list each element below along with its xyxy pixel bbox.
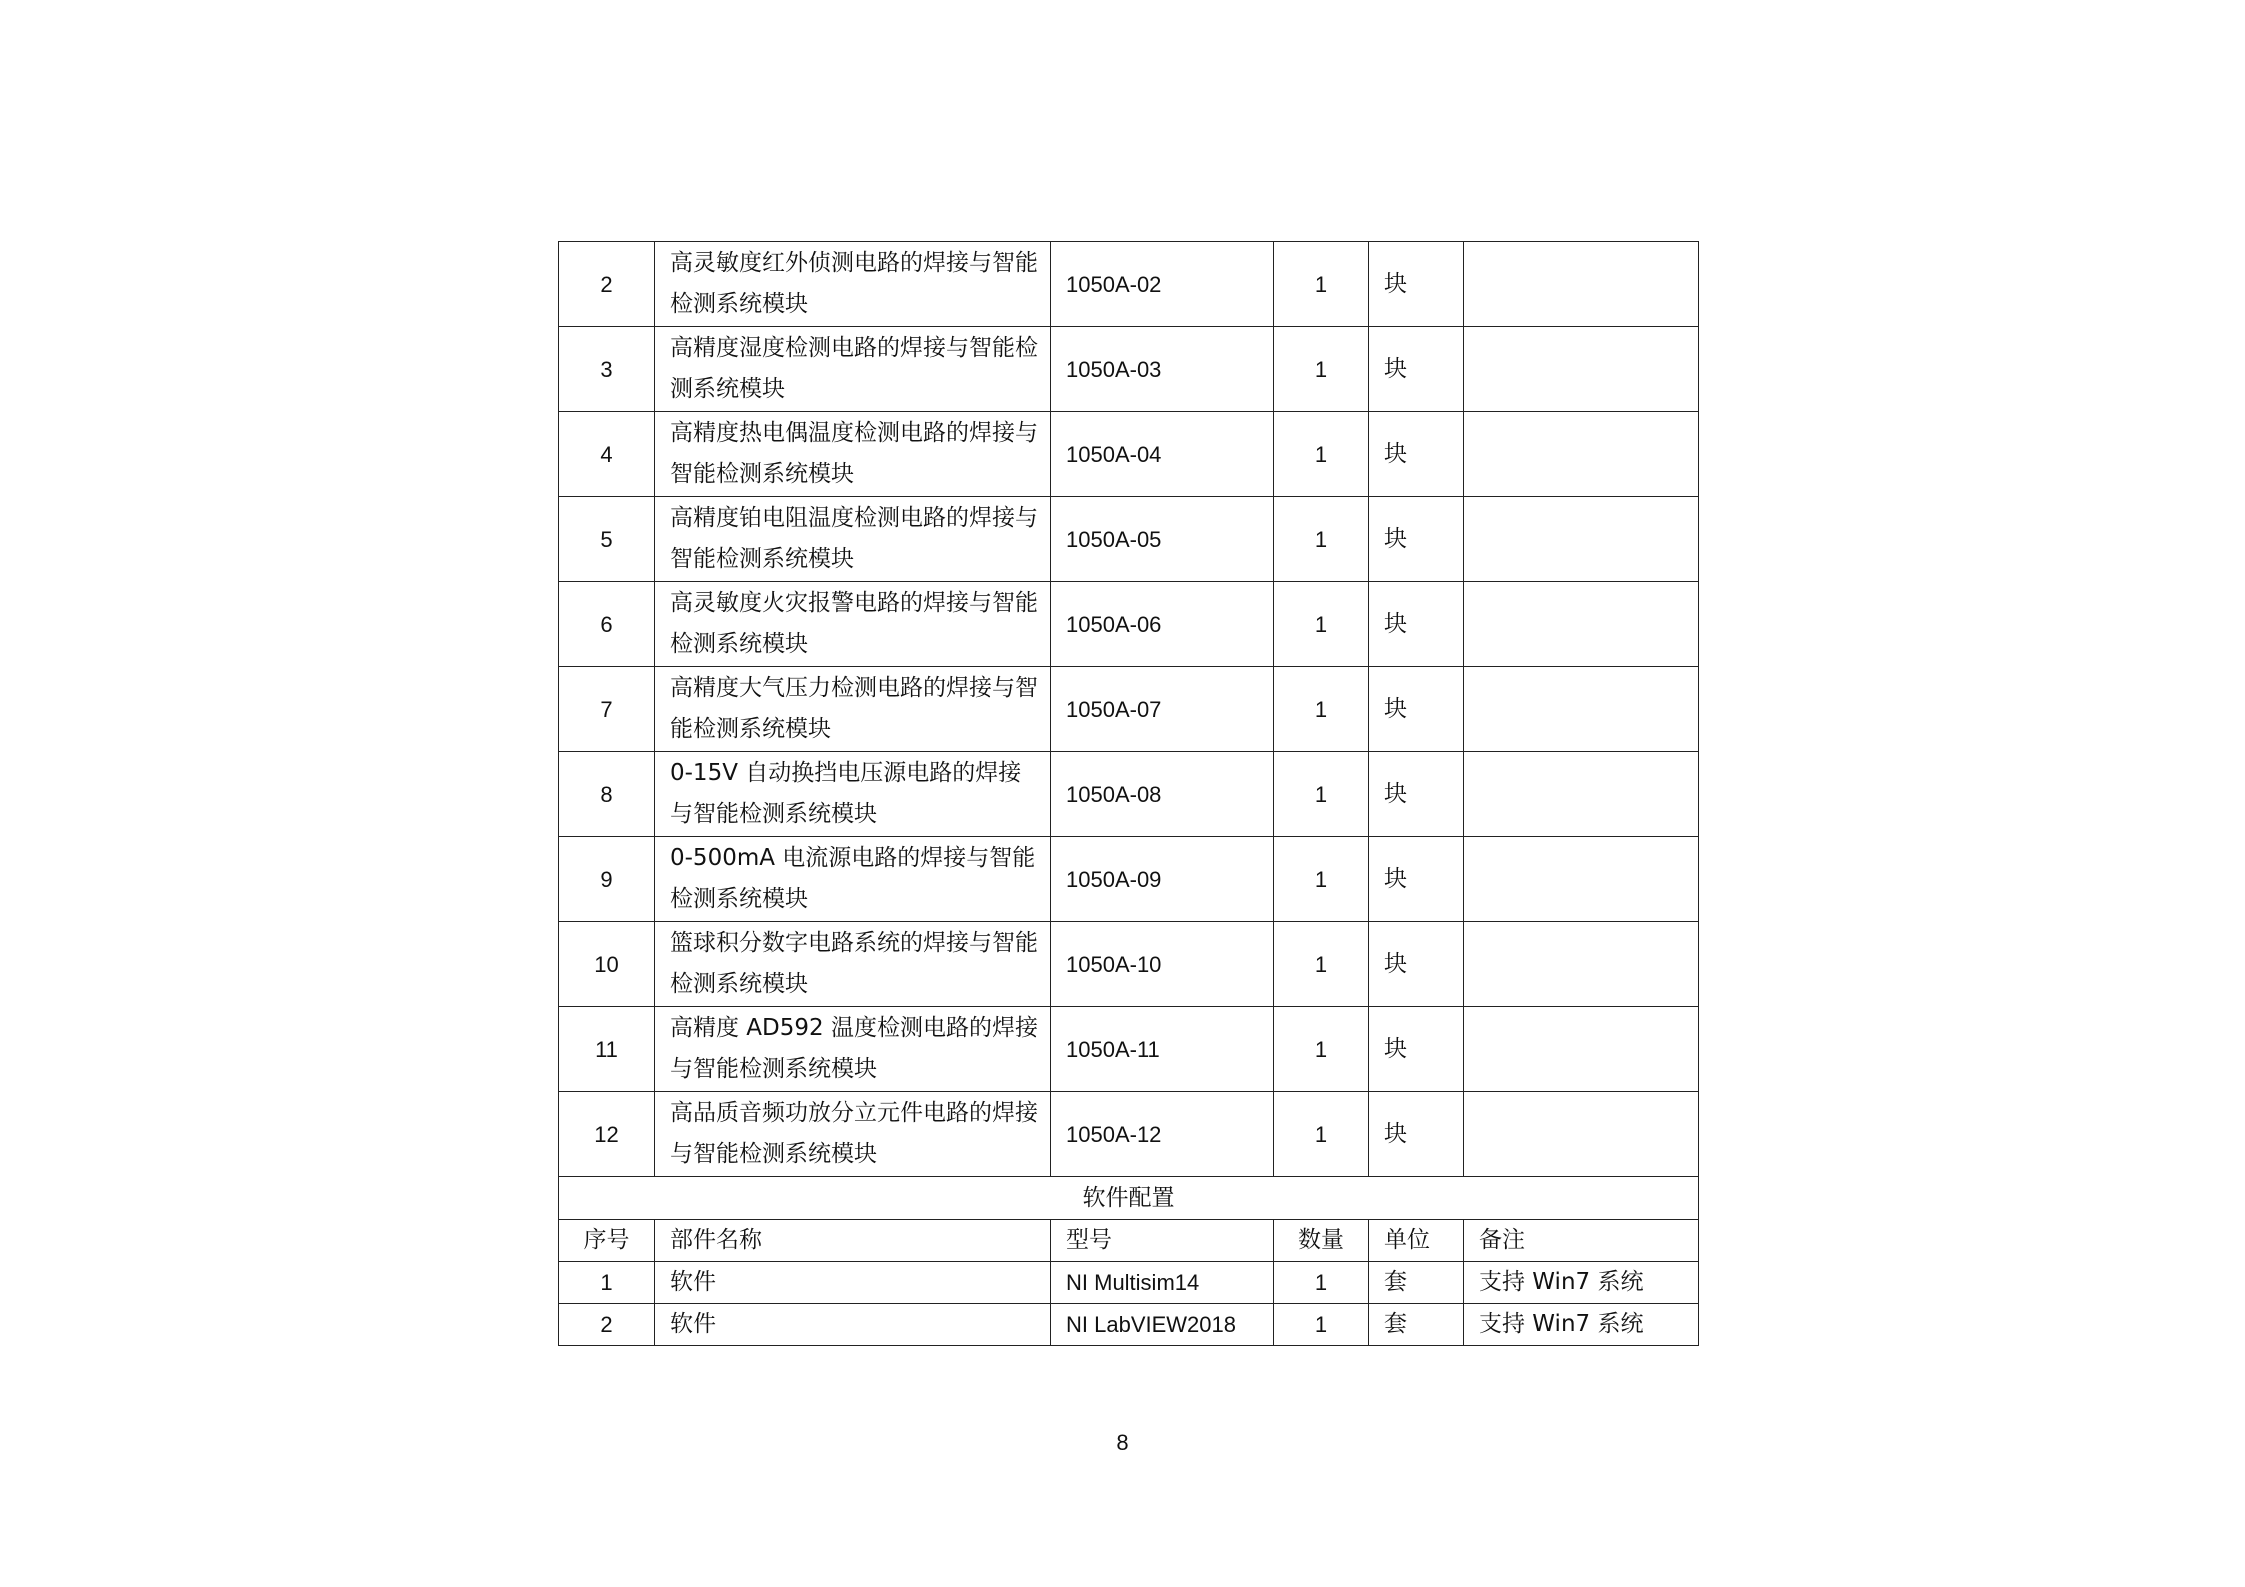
quantity: 1 bbox=[1274, 1304, 1369, 1346]
quantity: 1 bbox=[1274, 497, 1369, 582]
part-name: 高精度 AD592 温度检测电路的焊接与智能检测系统模块 bbox=[655, 1007, 1051, 1092]
unit: 套 bbox=[1369, 1262, 1464, 1304]
model-number: 1050A-11 bbox=[1051, 1007, 1274, 1092]
note bbox=[1464, 242, 1699, 327]
note bbox=[1464, 1092, 1699, 1177]
row-number: 5 bbox=[559, 497, 655, 582]
model-number: 1050A-03 bbox=[1051, 327, 1274, 412]
model-number: NI LabVIEW2018 bbox=[1051, 1304, 1274, 1346]
part-name: 软件 bbox=[655, 1304, 1051, 1346]
unit: 块 bbox=[1369, 837, 1464, 922]
note bbox=[1464, 837, 1699, 922]
unit: 块 bbox=[1369, 1092, 1464, 1177]
software-section-title: 软件配置 bbox=[559, 1177, 1699, 1220]
unit: 块 bbox=[1369, 1007, 1464, 1092]
quantity: 1 bbox=[1274, 922, 1369, 1007]
row-number: 3 bbox=[559, 327, 655, 412]
column-header-row bbox=[559, 1220, 1699, 1262]
part-name: 软件 bbox=[655, 1262, 1051, 1304]
unit: 块 bbox=[1369, 242, 1464, 327]
note bbox=[1464, 412, 1699, 497]
row-number: 6 bbox=[559, 582, 655, 667]
row-number: 1 bbox=[559, 1262, 655, 1304]
note bbox=[1464, 667, 1699, 752]
unit: 套 bbox=[1369, 1304, 1464, 1346]
row-number: 12 bbox=[559, 1092, 655, 1177]
part-name: 高精度湿度检测电路的焊接与智能检测系统模块 bbox=[655, 327, 1051, 412]
unit: 块 bbox=[1369, 922, 1464, 1007]
table-row bbox=[559, 752, 1699, 837]
model-number: 1050A-10 bbox=[1051, 922, 1274, 1007]
header-part-name: 部件名称 bbox=[655, 1220, 1051, 1262]
row-number: 7 bbox=[559, 667, 655, 752]
quantity: 1 bbox=[1274, 327, 1369, 412]
table-row bbox=[559, 922, 1699, 1007]
model-number: 1050A-04 bbox=[1051, 412, 1274, 497]
table-row bbox=[559, 1092, 1699, 1177]
header-unit: 单位 bbox=[1369, 1220, 1464, 1262]
quantity: 1 bbox=[1274, 752, 1369, 837]
part-name: 0-500mA 电流源电路的焊接与智能检测系统模块 bbox=[655, 837, 1051, 922]
header-note: 备注 bbox=[1464, 1220, 1699, 1262]
part-name: 高精度铂电阻温度检测电路的焊接与智能检测系统模块 bbox=[655, 497, 1051, 582]
quantity: 1 bbox=[1274, 1092, 1369, 1177]
note bbox=[1464, 497, 1699, 582]
row-number: 8 bbox=[559, 752, 655, 837]
part-name: 高精度热电偶温度检测电路的焊接与智能检测系统模块 bbox=[655, 412, 1051, 497]
table-row bbox=[559, 1007, 1699, 1092]
part-name: 0-15V 自动换挡电压源电路的焊接与智能检测系统模块 bbox=[655, 752, 1051, 837]
table-row bbox=[559, 667, 1699, 752]
part-name: 篮球积分数字电路系统的焊接与智能检测系统模块 bbox=[655, 922, 1051, 1007]
quantity: 1 bbox=[1274, 412, 1369, 497]
table-row bbox=[559, 327, 1699, 412]
quantity: 1 bbox=[1274, 582, 1369, 667]
note bbox=[1464, 752, 1699, 837]
model-number: 1050A-12 bbox=[1051, 1092, 1274, 1177]
part-name: 高精度大气压力检测电路的焊接与智能检测系统模块 bbox=[655, 667, 1051, 752]
row-number: 11 bbox=[559, 1007, 655, 1092]
unit: 块 bbox=[1369, 752, 1464, 837]
header-number: 序号 bbox=[559, 1220, 655, 1262]
section-header-row bbox=[559, 1177, 1699, 1220]
model-number: 1050A-08 bbox=[1051, 752, 1274, 837]
quantity: 1 bbox=[1274, 1007, 1369, 1092]
unit: 块 bbox=[1369, 497, 1464, 582]
note bbox=[1464, 1007, 1699, 1092]
unit: 块 bbox=[1369, 582, 1464, 667]
model-number: 1050A-09 bbox=[1051, 837, 1274, 922]
note bbox=[1464, 922, 1699, 1007]
model-number: NI Multisim14 bbox=[1051, 1262, 1274, 1304]
page-number: 8 bbox=[1116, 1430, 1129, 1455]
unit: 块 bbox=[1369, 327, 1464, 412]
table-row bbox=[559, 837, 1699, 922]
row-number: 4 bbox=[559, 412, 655, 497]
table-row bbox=[559, 582, 1699, 667]
row-number: 2 bbox=[559, 242, 655, 327]
header-quantity: 数量 bbox=[1274, 1220, 1369, 1262]
unit: 块 bbox=[1369, 667, 1464, 752]
row-number: 2 bbox=[559, 1304, 655, 1346]
model-number: 1050A-07 bbox=[1051, 667, 1274, 752]
table-row bbox=[559, 242, 1699, 327]
note: 支持 Win7 系统 bbox=[1464, 1262, 1699, 1304]
part-name: 高品质音频功放分立元件电路的焊接与智能检测系统模块 bbox=[655, 1092, 1051, 1177]
model-number: 1050A-05 bbox=[1051, 497, 1274, 582]
table-row bbox=[559, 412, 1699, 497]
quantity: 1 bbox=[1274, 667, 1369, 752]
quantity: 1 bbox=[1274, 1262, 1369, 1304]
part-name: 高灵敏度火灾报警电路的焊接与智能检测系统模块 bbox=[655, 582, 1051, 667]
model-number: 1050A-02 bbox=[1051, 242, 1274, 327]
equipment-table bbox=[558, 241, 1699, 1346]
header-model: 型号 bbox=[1051, 1220, 1274, 1262]
quantity: 1 bbox=[1274, 242, 1369, 327]
row-number: 10 bbox=[559, 922, 655, 1007]
row-number: 9 bbox=[559, 837, 655, 922]
quantity: 1 bbox=[1274, 837, 1369, 922]
note: 支持 Win7 系统 bbox=[1464, 1304, 1699, 1346]
model-number: 1050A-06 bbox=[1051, 582, 1274, 667]
note bbox=[1464, 327, 1699, 412]
table-row bbox=[559, 1304, 1699, 1346]
table-row bbox=[559, 1262, 1699, 1304]
note bbox=[1464, 582, 1699, 667]
unit: 块 bbox=[1369, 412, 1464, 497]
part-name: 高灵敏度红外侦测电路的焊接与智能检测系统模块 bbox=[655, 242, 1051, 327]
table-row bbox=[559, 497, 1699, 582]
